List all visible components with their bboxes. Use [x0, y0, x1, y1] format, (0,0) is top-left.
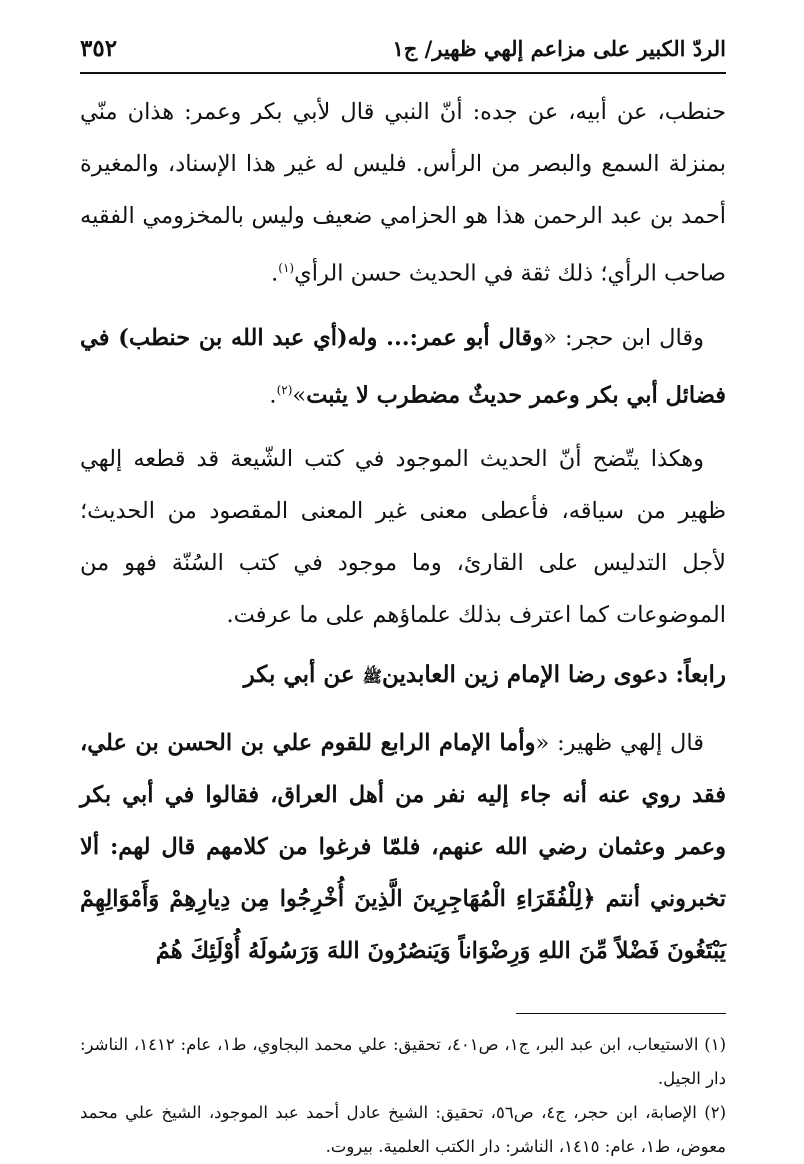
ibn-hajar-quote: وقال أبو عمر:... وله(أي عبد الله بن حنطب) في فضائل أبي بكر وعمر حديثٌ مضطرب لا يثبت	[80, 324, 726, 408]
paragraph-1-end: .	[271, 260, 279, 287]
page-body	[80, 86, 726, 977]
footnote-2: (٢) الإصابة، ابن حجر، ج٤، ص٥٦، تحقيق: الشيخ عادل أحمد عبد الموجود، الشيخ علي محمد معوض، ط١، عام: ١٤١٥، الناشر: دار الكتب العلمية. بيروت.	[80, 1103, 726, 1156]
footnote-1: (١) الاستيعاب، ابن عبد البر، ج١، ص٤٠١، تحقيق: علي محمد البجاوي، ط١، عام: ١٤١٢، الناشر: دار الجيل.	[80, 1035, 726, 1088]
paragraph-4	[80, 717, 726, 977]
footnote-separator	[516, 1013, 726, 1014]
section-heading	[80, 653, 726, 699]
running-title: الردّ الكبير على مزاعم إلهي ظهير/ ج١	[392, 35, 726, 61]
heading-prefix: رابعاً:	[675, 661, 726, 688]
footnote-ref-2: (٢)	[276, 382, 293, 397]
page-number: ٣٥٢	[80, 34, 118, 62]
paragraph-2-lead: وقال ابن حجر: «	[543, 324, 704, 351]
zahir-quote: وأما الإمام الرابع للقوم علي بن الحسن بن علي، فقد روي عنه أنه جاء إليه نفر من أهل العراق، فقالوا في أبي بكر وعمر وعثمان رضي الله عنهم، فلمّا فرغوا من كلامهم قال لهم: ألا تخبروني أنتم ﴿لِلْفُقَرَاءِ الْمُهَاجِرِينَ الَّذِينَ أُخْرِجُوا مِن دِيارِهِمْ وَأَمْوَالِهِمْ يَبْتَغُونَ فَضْلاً مِّنَ اللهِ وَرِضْوَاناً وَيَنصُرُونَ اللهَ وَرَسُولَهُ أُوْلَئِكَ هُمُ	[80, 730, 726, 964]
paragraph-3: وهكذا يتّضح أنّ الحديث الموجود في كتب الشّيعة قد قطعه إلهي ظهير من سياقه، فأعطى معنى غير المعنى المقصود من الحديث؛ لأجل التدليس على القارئ، وما موجود في كتب السُنّة فهو من الموضوعات كما اعترف بذلك علماؤهم على ما عرفت.	[80, 446, 726, 628]
paragraph-4-lead: قال إلهي ظهير: «	[535, 730, 704, 756]
paragraph-2-close: »	[292, 382, 307, 408]
heading-suffix: عن أبي بكر	[243, 661, 355, 688]
honorific-symbol: ﷺ	[362, 667, 382, 686]
page-header	[80, 28, 726, 74]
footnotes	[80, 1028, 726, 1164]
footnote-ref-1: (١)	[278, 261, 295, 275]
paragraph-1-text: حنطب، عن أبيه، عن جده: أنّ النبي قال لأبي بكر وعمر: هذان منّي بمنزلة السمع والبصر من الرأس. فليس له غير هذا الإسناد، والمغيرة أحمد بن عبد الرحمن هذا هو الحزامي ضعيف وليس بالمخزومي الفقيه صاحب الرأي؛ ذلك ثقة في الحديث حسن الرأي	[80, 99, 726, 287]
heading-text: دعوى رضا الإمام زين العابدين	[381, 661, 668, 688]
paragraph-2-end: .	[269, 382, 277, 408]
paragraph-2	[80, 312, 726, 422]
paragraph-1	[80, 86, 726, 300]
